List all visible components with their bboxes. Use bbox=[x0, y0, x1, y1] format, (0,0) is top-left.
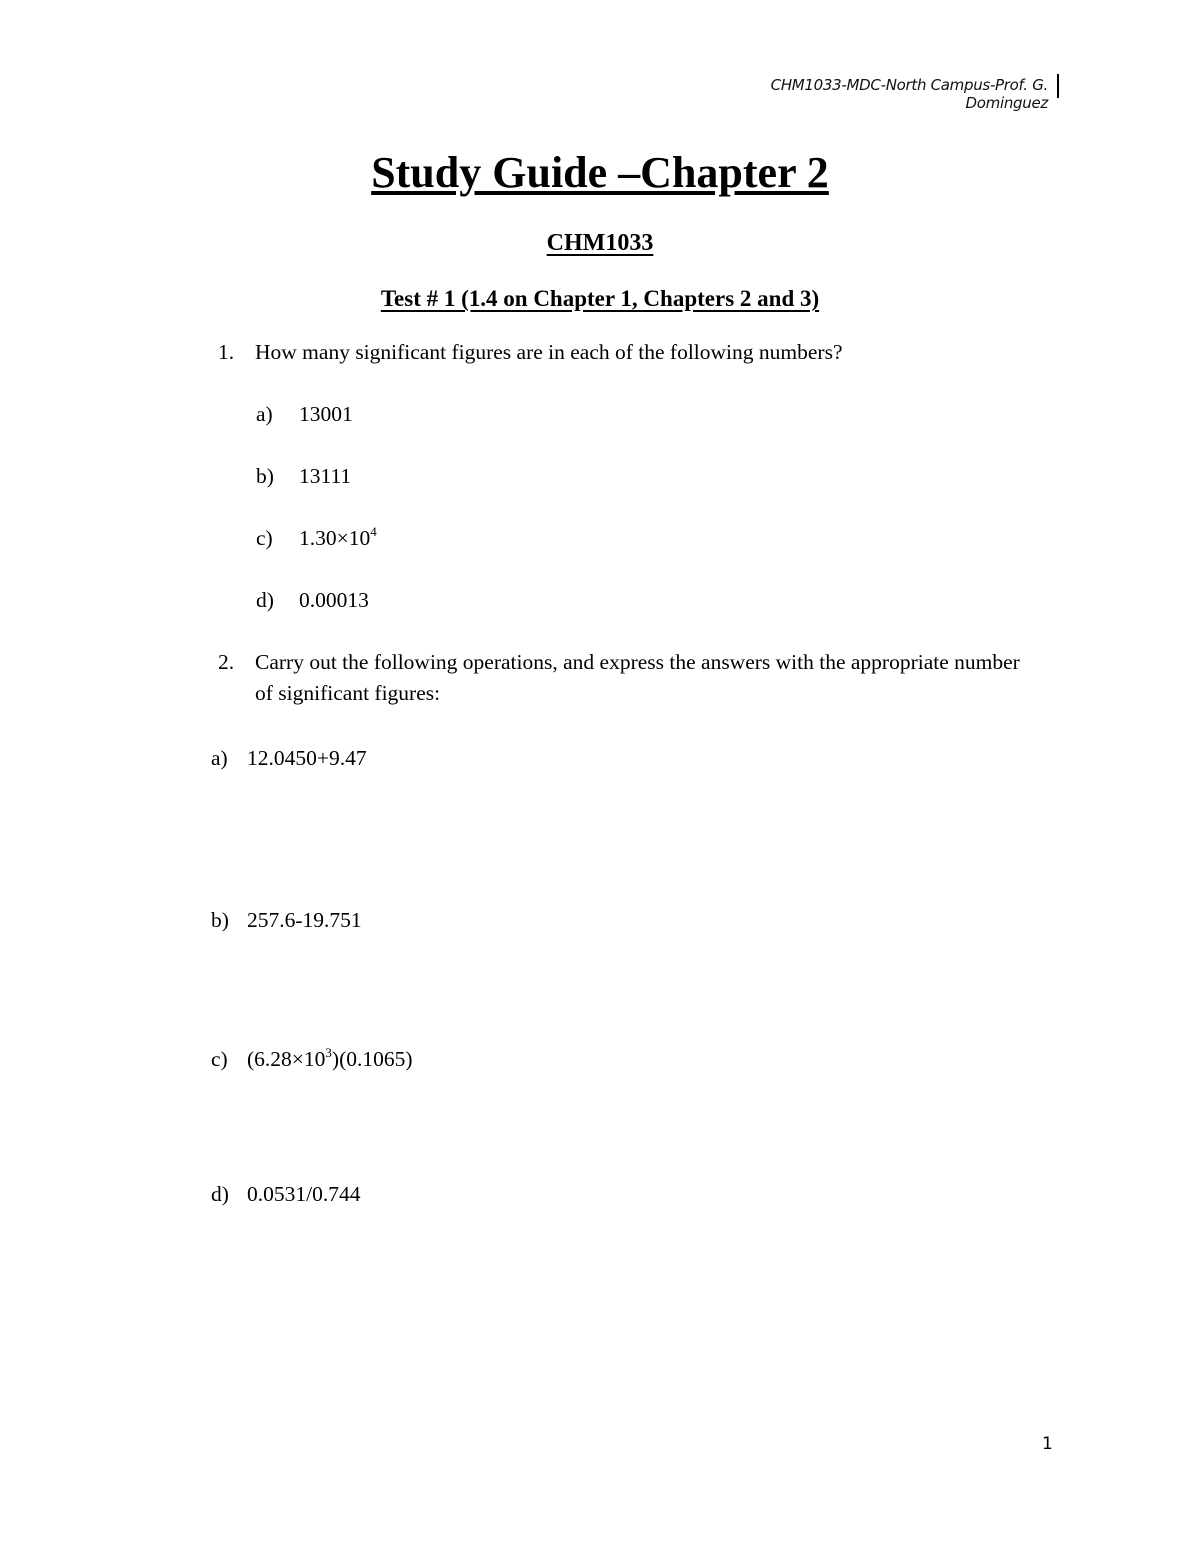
q1-option-b-label: b) bbox=[256, 464, 274, 488]
q1-option-c-label: c) bbox=[256, 526, 273, 550]
question-2 bbox=[0, 647, 1200, 709]
page-title bbox=[0, 146, 1200, 200]
q1-option-c-base: 1.30×10 bbox=[299, 526, 371, 550]
test-subtitle-text: Test # 1 (1.4 on Chapter 1, Chapters 2 and 3) bbox=[380, 286, 820, 311]
question-1 bbox=[0, 337, 1200, 368]
q2-option-d-label: d) bbox=[211, 1182, 229, 1206]
q2-option-b-label: b) bbox=[211, 908, 229, 932]
question-1-number: 1. bbox=[218, 340, 235, 364]
header-rule bbox=[1057, 74, 1059, 98]
q1-option-d-label: d) bbox=[256, 588, 274, 612]
q2-option-d-value: 0.0531/0.744 bbox=[247, 1182, 361, 1206]
q1-option-c-exponent: 4 bbox=[370, 524, 377, 539]
q2-option-c-pre: (6.28×10 bbox=[247, 1047, 326, 1071]
q2-option-c-value bbox=[247, 1044, 413, 1075]
q1-option-c-value bbox=[299, 523, 377, 554]
q2-option-a-label: a) bbox=[211, 746, 228, 770]
q2-option-c-exponent: 3 bbox=[325, 1045, 332, 1060]
course-code bbox=[0, 228, 1200, 258]
question-2-text: Carry out the following operations, and express the answers with the appropriate number of significant figures: bbox=[255, 650, 1020, 705]
page-number: 1 bbox=[1042, 1434, 1053, 1454]
page-title-text: Study Guide –Chapter 2 bbox=[371, 148, 829, 197]
q2-option-c-post: )(0.1065) bbox=[331, 1047, 413, 1071]
q2-option-c-label: c) bbox=[211, 1047, 228, 1071]
question-1-text: How many significant figures are in each of the following numbers? bbox=[255, 340, 843, 364]
q1-option-a-value: 13001 bbox=[299, 402, 353, 426]
q1-option-a-label: a) bbox=[256, 402, 273, 426]
q2-option-b-value: 257.6-19.751 bbox=[247, 908, 362, 932]
test-subtitle bbox=[0, 284, 1200, 314]
course-code-text: CHM1033 bbox=[546, 230, 654, 256]
q1-option-b-value: 13111 bbox=[299, 464, 352, 488]
question-2-number: 2. bbox=[218, 650, 235, 674]
running-head: CHM1033-MDC-North Campus-Prof. G. Dominguez bbox=[770, 76, 1048, 112]
q1-option-d-value: 0.00013 bbox=[299, 588, 369, 612]
q2-option-a-value: 12.0450+9.47 bbox=[247, 746, 367, 770]
